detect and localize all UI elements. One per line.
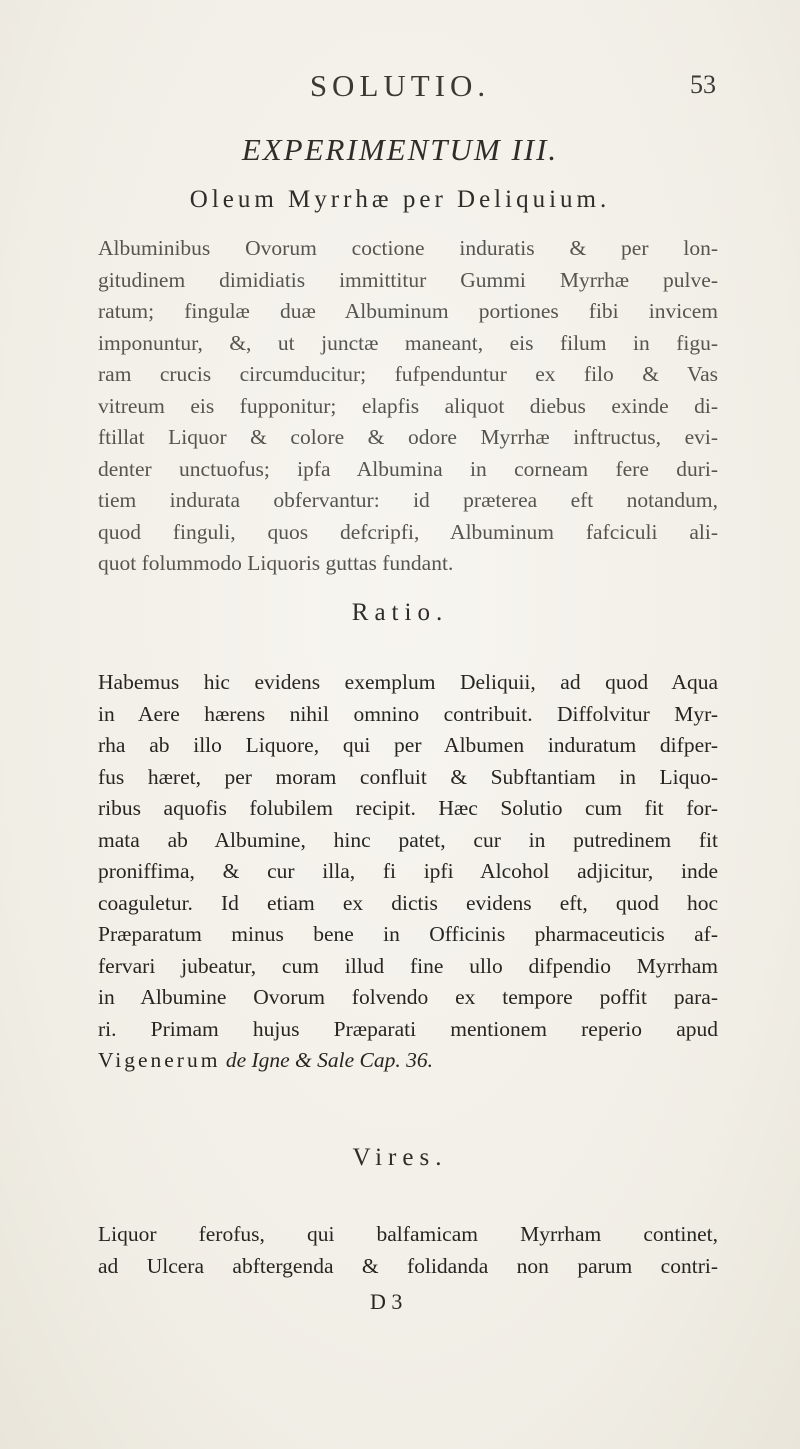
running-head bbox=[0, 68, 800, 108]
text-line: mata ab Albumine, hinc patet, cur in putredinem fit bbox=[98, 827, 718, 852]
citation-work: de Igne & Sale Cap. 36. bbox=[225, 1048, 434, 1072]
citation-line bbox=[98, 1045, 718, 1077]
text-line: in Albumine Ovorum folvendo ex tempore poffit para- bbox=[98, 985, 718, 1009]
text-line: rha ab illo Liquore, qui per Albumen induratum difper- bbox=[98, 733, 718, 757]
text-line: Habemus hic evidens exemplum Deliquii, ad quod Aqua bbox=[98, 670, 718, 694]
text-line: quod finguli, quos defcripfi, Albuminum fafciculi ali- bbox=[98, 519, 718, 544]
text-line: Liquor ferofus, qui balfamicam Myrrham continet, bbox=[98, 1222, 718, 1246]
text-line: ratum; fingulæ duæ Albuminum portiones fibi invicem bbox=[98, 299, 718, 323]
text-line: fus hæret, per moram confluit & Subftantiam in Liquo- bbox=[98, 764, 718, 789]
ratio-heading: Ratio. bbox=[351, 599, 449, 626]
page-number: 53 bbox=[690, 70, 716, 99]
ratio-paragraph bbox=[98, 667, 718, 1077]
text-line: quot folummodo Liquoris guttas fundant. bbox=[98, 551, 454, 575]
text-line: gitudinem dimidiatis immittitur Gummi Myrrhæ pulve- bbox=[98, 267, 718, 292]
procedure-paragraph bbox=[98, 233, 718, 580]
text-line: ftillat Liquor & colore & odore Myrrhæ inftructus, evi- bbox=[98, 425, 718, 449]
text-line: Albuminibus Ovorum coctione induratis & per lon- bbox=[98, 236, 718, 260]
vires-paragraph bbox=[98, 1219, 718, 1282]
signature-mark: D 3 bbox=[370, 1289, 403, 1314]
text-line: imponuntur, &, ut junctæ maneant, eis filum in figu- bbox=[98, 330, 718, 355]
text-line: ribus aquofis folubilem recipit. Hæc Solutio cum fit for- bbox=[98, 796, 718, 820]
experiment-title: EXPERIMENTUM III. bbox=[241, 132, 559, 167]
text-line: Præparatum minus bene in Officinis pharmaceuticis af- bbox=[98, 922, 718, 946]
text-line: fervari jubeatur, cum illud fine ullo difpendio Myrrham bbox=[98, 953, 718, 978]
text-line: vitreum eis fupponitur; elapfis aliquot diebus exinde di- bbox=[98, 393, 718, 418]
text-line: ri. Primam hujus Præparati mentionem reperio apud bbox=[98, 1016, 718, 1041]
text-line: in Aere hærens nihil omnino contribuit. Diffolvitur Myr- bbox=[98, 701, 718, 726]
text-line: denter unctuofus; ipfa Albumina in corneam fere duri- bbox=[98, 456, 718, 481]
citation-author: Vigenerum bbox=[98, 1048, 221, 1072]
text-line: ram crucis circumducitur; fufpenduntur ex filo & Vas bbox=[98, 362, 718, 386]
vires-heading: Vires. bbox=[352, 1144, 448, 1171]
running-title: SOLUTIO. bbox=[309, 68, 491, 103]
subject-title: Oleum Myrrhæ per Deliquium. bbox=[189, 186, 611, 213]
text-line: tiem indurata obfervantur: id præterea eft notandum, bbox=[98, 488, 718, 512]
text-line: ad Ulcera abftergenda & folidanda non parum contri- bbox=[98, 1253, 718, 1278]
text-line: proniffima, & cur illa, fi ipfi Alcohol adjicitur, inde bbox=[98, 859, 718, 883]
text-line: coaguletur. Id etiam ex dictis evidens eft, quod hoc bbox=[98, 890, 718, 915]
